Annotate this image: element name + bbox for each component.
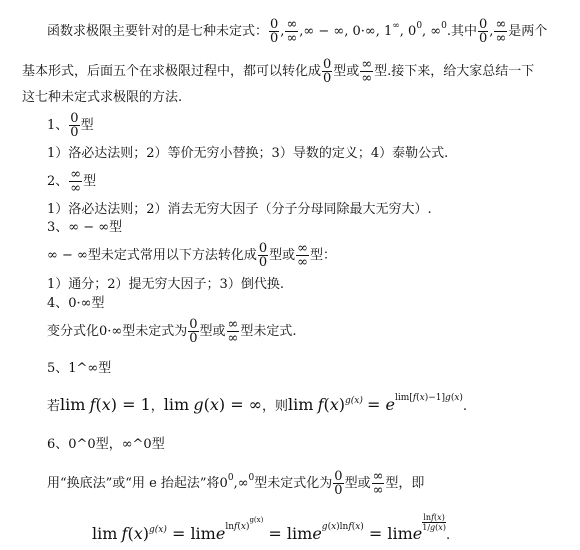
intro-prefix: 函数求极限主要针对的是七种未定式： (47, 24, 269, 39)
form-zero-over-zero-2: $\frac{0}{0}$ (479, 17, 488, 46)
section-1-heading (47, 112, 94, 139)
section-3-lead-text: ∞ − ∞型未定式常用以下方法转化成 (47, 248, 257, 263)
form-zero-over-zero: $\frac{0}{0}$ (270, 17, 279, 46)
section-5-formula: 若lim f(x) = 1，lim g(x) = ∞，则$\lim f(x)^{g(x)} = e^{lim[f(x)-1]g(x)}$. (47, 393, 468, 414)
section-3-or: 型或 (269, 248, 296, 263)
section-6-text-a: 用“换底法”或“用 e 抬起法”将 (47, 476, 220, 491)
intro-line-3: 这七种未定式求极限的方法. (22, 90, 183, 105)
form-inf-over-inf: $\frac{\infty}{\infty}$ (286, 17, 298, 46)
s4-form-b: $\frac{\infty}{\infty}$ (227, 317, 239, 346)
form-inf-over-inf-3: $\frac{\infty}{\infty}$ (361, 57, 373, 86)
section-6-text: 用“换底法”或“用 e 抬起法”将$0^0,\infty^0$型未定式化为 $\frac{0}{0}$ 型或 $\frac{\infty}{\infty}$ 型，即 (47, 469, 425, 498)
section-6-heading: 6、0^0型，∞^0型 (47, 437, 165, 452)
section-3-heading: 3、∞ − ∞型 (47, 220, 123, 235)
section-3-methods: 1）通分；2）提无穷大因子；3）倒代换. (47, 277, 284, 292)
intro-line-2 (22, 58, 534, 85)
section-6-formula: $\lim f(x)^{g(x)} = \lim e^{lnf(x)^{g(x)}} = \lim e^{g(x)lnf(x)} = \lim e$ $\frac{\ln f(x)}{1/g(x)}$ . (92, 513, 451, 543)
section-3-lead (47, 242, 336, 269)
section-3-end: 型： (309, 248, 336, 263)
intro-mid: .其中 (446, 24, 478, 39)
section-6-text-b: 型未定式化为 (254, 476, 333, 491)
s6-form-b: $\frac{\infty}{\infty}$ (372, 469, 384, 498)
section-6-or: 型或 (344, 476, 371, 491)
intro-line-1: 函数求极限主要针对的是七种未定式： $\frac{0}{0}$ , $\frac{\infty}{\infty}$ ,∞ − ∞, 0·∞, 1∞, $0^0$, ∞$^0$.其中 $\frac{0}{0}$ , $\frac{\infty}{\infty}$ 是两个 (47, 17, 548, 46)
s2-form: $\frac{\infty}{\infty}$ (70, 167, 82, 196)
section-1-num: 1、 (47, 118, 69, 133)
section-2-heading (47, 168, 96, 195)
section-2-methods: 1）洛必达法则；2）消去无穷大因子（分子分母同除最大无穷大）. (47, 202, 432, 217)
section-2-num: 2、 (47, 174, 69, 189)
intro-suffix: 是两个 (508, 24, 548, 39)
s4-form-a: $\frac{0}{0}$ (189, 317, 198, 346)
section-4-end: 型未定式. (240, 324, 297, 339)
form-zero-over-zero-3: $\frac{0}{0}$ (323, 57, 332, 86)
section-2-type: 型 (83, 174, 97, 189)
intro-line2-or: 型或 (333, 64, 360, 79)
section-4-or: 型或 (199, 324, 226, 339)
section-1-type: 型 (80, 118, 94, 133)
s3-form-b: $\frac{\infty}{\infty}$ (297, 241, 308, 270)
exponent-fraction: $\frac{\ln f(x)}{1/g(x)}$ (422, 513, 446, 532)
intro-line2-b: 型.接下来，给大家总结一下 (374, 64, 535, 79)
section-4-lead (47, 318, 297, 345)
s3-form-a: $\frac{0}{0}$ (258, 241, 268, 270)
s1-form: $\frac{0}{0}$ (70, 111, 79, 140)
section-4-heading: 4、0·∞型 (47, 296, 105, 311)
intro-line2-a: 基本形式，后面五个在求极限过程中，都可以转化成 (22, 64, 322, 79)
s6-form-a: $\frac{0}{0}$ (334, 469, 343, 498)
section-1-methods: 1）洛必达法则；2）等价无穷小替换；3）导数的定义；4）泰勒公式. (47, 146, 449, 161)
section-5-heading: 5、1^∞型 (47, 361, 112, 376)
section-6-text-c: 型，即 (385, 476, 425, 491)
section-4-lead-text: 变分式化0·∞型未定式为 (47, 324, 188, 339)
form-inf-over-inf-2: $\frac{\infty}{\infty}$ (495, 17, 507, 46)
